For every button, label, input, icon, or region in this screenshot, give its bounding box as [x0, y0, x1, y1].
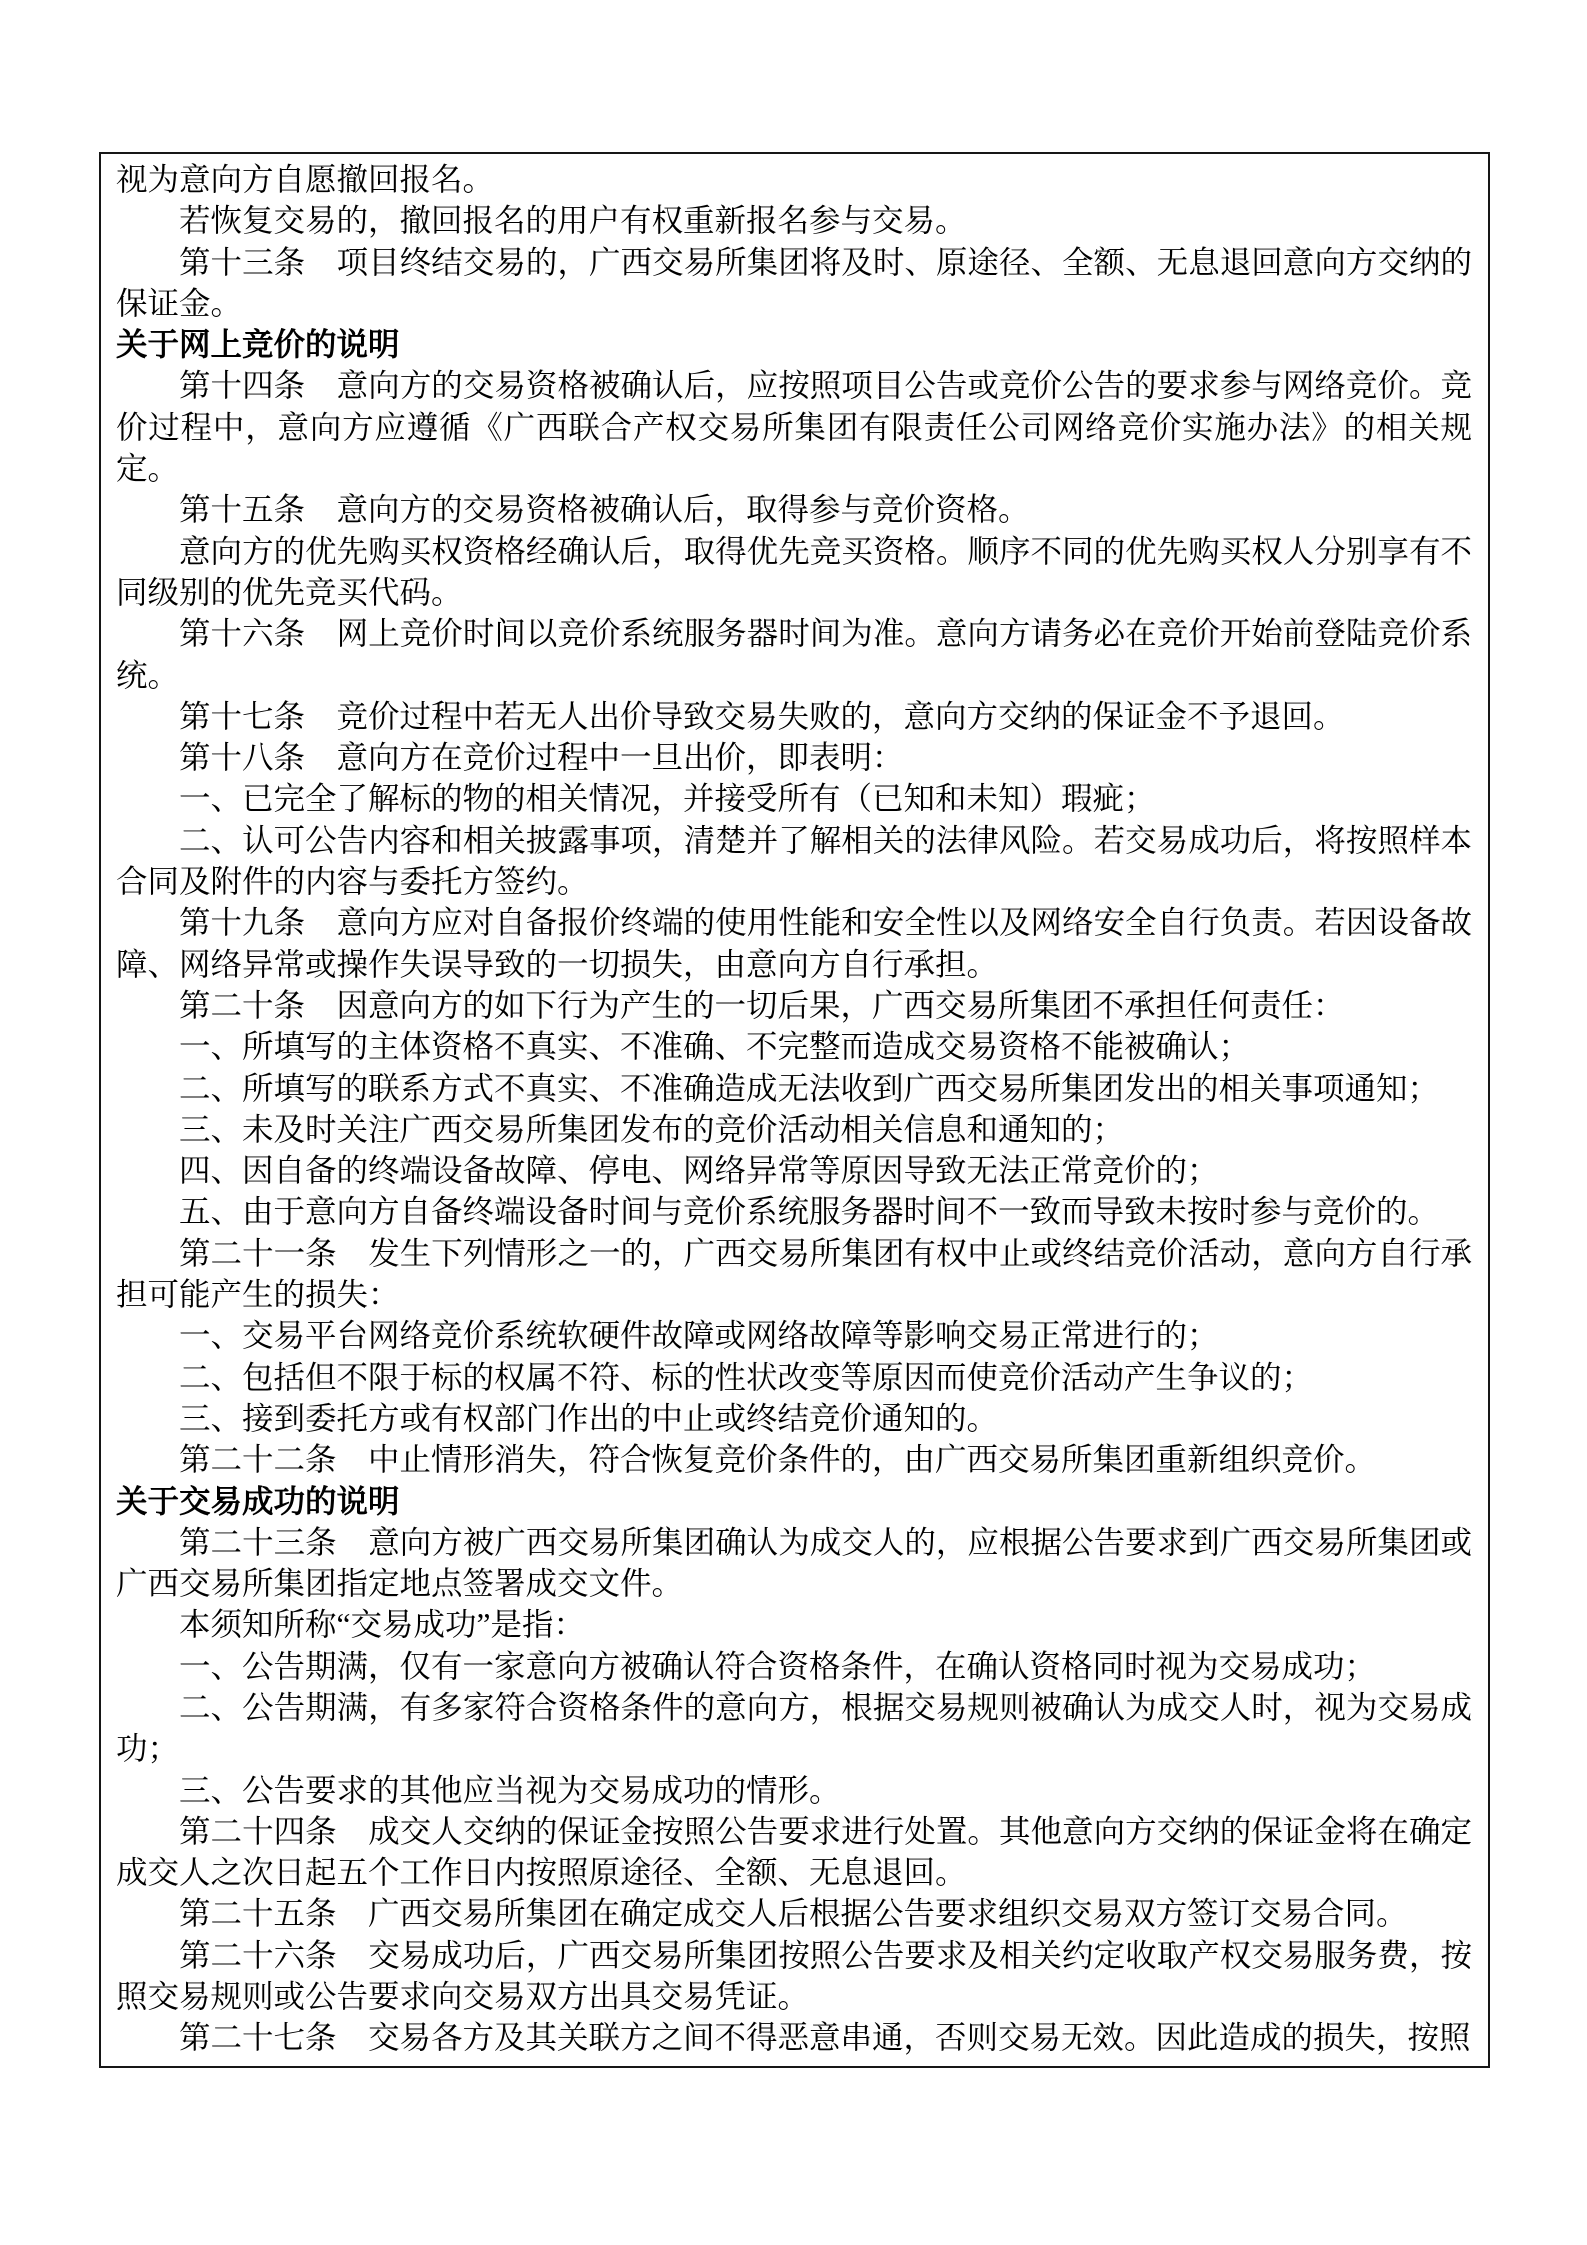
doc-list-item-1: 一、所填写的主体资格不真实、不准确、不完整而造成交易资格不能被确认； [179, 1029, 1251, 1065]
doc-list-item-2: 二、认可公告内容和相关披露事项，清楚并了解相关的法律风险。若交易成功后，将按照样本合同及附件的内容与委托方签约。 [116, 822, 1472, 900]
doc-list-item-2: 二、公告期满，有多家符合资格条件的意向方，根据交易规则被确认为成交人时，视为交易成功； [116, 1689, 1472, 1767]
section-heading-deal-success: 关于交易成功的说明 [116, 1483, 400, 1519]
doc-list-item-1: 一、已完全了解标的物的相关情况，并接受所有（已知和未知）瑕疵； [179, 781, 1156, 817]
doc-clause-19: 第十九条 意向方应对自备报价终端的使用性能和安全性以及网络安全自行负责。若因设备故障、网络异常或操作失误导致的一切损失，由意向方自行承担。 [116, 905, 1472, 982]
doc-paragraph: 意向方的优先购买权资格经确认后，取得优先竞买资格。顺序不同的优先购买权人分别享有不同级别的优先竞买代码。 [116, 533, 1472, 610]
doc-clause-17: 第十七条 竞价过程中若无人出价导致交易失败的，意向方交纳的保证金不予退回。 [179, 698, 1345, 734]
doc-clause-18: 第十八条 意向方在竞价过程中一旦出价，即表明： [179, 740, 904, 776]
doc-clause-21: 第二十一条 发生下列情形之一的，广西交易所集团有权中止或终结竞价活动，意向方自行承担可能产生的损失： [116, 1235, 1472, 1313]
document-border-frame [99, 152, 1490, 2068]
doc-paragraph: 本须知所称“交易成功”是指： [179, 1607, 585, 1643]
doc-clause-25: 第二十五条 广西交易所集团在确定成交人后根据公告要求组织交易双方签订交易合同。 [179, 1896, 1408, 1932]
doc-clause-27: 第二十七条 交易各方及其关联方之间不得恶意串通，否则交易无效。因此造成的损失，按照 [179, 2020, 1471, 2056]
doc-list-item-2: 二、包括但不限于标的权属不符、标的性状改变等原因而使竞价活动产生争议的； [179, 1359, 1314, 1395]
doc-list-item-1: 一、公告期满，仅有一家意向方被确认符合资格条件，在确认资格同时视为交易成功； [179, 1648, 1377, 1684]
doc-clause-24: 第二十四条 成交人交纳的保证金按照公告要求进行处置。其他意向方交纳的保证金将在确定成交人之次日起五个工作日内按照原途径、全额、无息退回。 [116, 1813, 1472, 1891]
doc-clause-16: 第十六条 网上竞价时间以竞价系统服务器时间为准。意向方请务必在竞价开始前登陆竞价系统。 [116, 616, 1472, 693]
doc-clause-13: 第十三条 项目终结交易的，广西交易所集团将及时、原途径、全额、无息退回意向方交纳的保证金。 [116, 244, 1472, 321]
doc-clause-22: 第二十二条 中止情形消失，符合恢复竞价条件的，由广西交易所集团重新组织竞价。 [179, 1442, 1377, 1478]
doc-list-item-3: 三、公告要求的其他应当视为交易成功的情形。 [179, 1772, 841, 1808]
doc-list-item-4: 四、因自备的终端设备故障、停电、网络异常等原因导致无法正常竞价的； [179, 1153, 1219, 1189]
doc-clause-15: 第十五条 意向方的交易资格被确认后，取得参与竞价资格。 [179, 492, 1030, 528]
doc-clause-20: 第二十条 因意向方的如下行为产生的一切后果，广西交易所集团不承担任何责任： [179, 987, 1345, 1023]
doc-paragraph-continuation: 视为意向方自愿撤回报名。 [116, 162, 495, 197]
doc-list-item-3: 三、未及时关注广西交易所集团发布的竞价活动相关信息和通知的； [179, 1111, 1125, 1147]
doc-clause-23: 第二十三条 意向方被广西交易所集团确认为成交人的，应根据公告要求到广西交易所集团或广西交易所集团指定地点签署成交文件。 [116, 1524, 1472, 1602]
doc-list-item-5: 五、由于意向方自备终端设备时间与竞价系统服务器时间不一致而导致未按时参与竞价的。 [179, 1194, 1440, 1230]
doc-clause-14: 第十四条 意向方的交易资格被确认后，应按照项目公告或竞价公告的要求参与网络竞价。竞价过程中，意向方应遵循《广西联合产权交易所集团有限责任公司网络竞价实施办法》的相关规定。 [116, 368, 1472, 487]
doc-list-item-3: 三、接到委托方或有权部门作出的中止或终结竞价通知的。 [179, 1400, 999, 1436]
doc-list-item-1: 一、交易平台网络竞价系统软硬件故障或网络故障等影响交易正常进行的； [179, 1318, 1219, 1354]
doc-list-item-2: 二、所填写的联系方式不真实、不准确造成无法收到广西交易所集团发出的相关事项通知； [179, 1070, 1440, 1106]
doc-paragraph: 若恢复交易的，撤回报名的用户有权重新报名参与交易。 [179, 203, 967, 239]
doc-clause-26: 第二十六条 交易成功后，广西交易所集团按照公告要求及相关约定收取产权交易服务费，按照交易规则或公告要求向交易双方出具交易凭证。 [116, 1937, 1472, 2015]
section-heading-online-bidding: 关于网上竞价的说明 [116, 327, 400, 363]
